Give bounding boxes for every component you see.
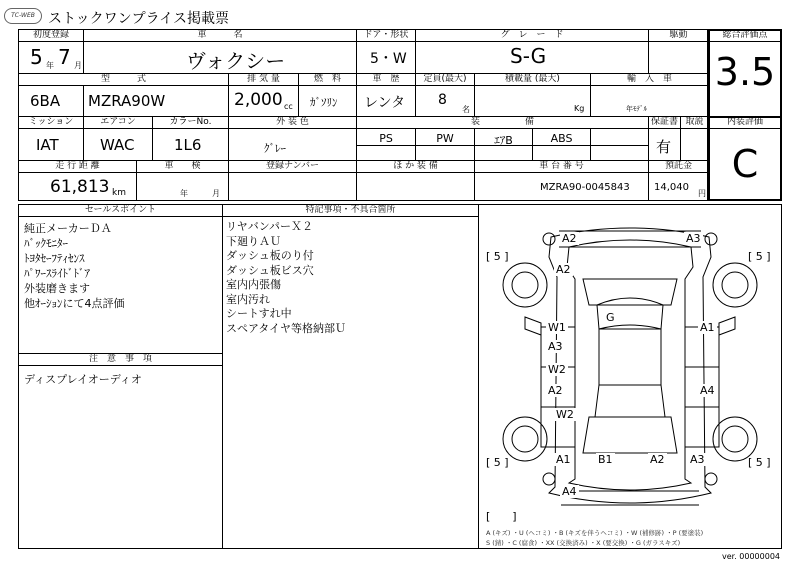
equipment-header: 装 備 xyxy=(470,117,534,127)
damage-code: A4 xyxy=(562,485,577,498)
notes-list xyxy=(24,372,142,387)
tire-label-rear-right: [ 5 ] xyxy=(748,456,771,469)
grade-header: グ レ ー ド xyxy=(500,30,564,40)
list-item: ディスプレイオーディオ xyxy=(24,373,142,386)
aircon-value: WAC xyxy=(100,136,135,154)
damage-code: W1 xyxy=(548,321,566,334)
damage-code: B1 xyxy=(598,453,613,466)
displacement-header: 排 気 量 xyxy=(247,74,280,84)
door-type-header: ドア・形状 xyxy=(363,30,409,40)
equip-ps: PS xyxy=(379,132,393,145)
load-header: 積載量 (最大) xyxy=(505,74,560,84)
equip-pw: PW xyxy=(436,132,454,145)
mileage-value: 61,813 xyxy=(50,177,110,197)
capacity-header: 定員(最大) xyxy=(423,74,467,84)
inspection-header: 車 検 xyxy=(164,161,201,171)
exterior-color-header: 外 装 色 xyxy=(276,117,309,127)
list-item: リヤバンパーＸ２ xyxy=(226,220,314,233)
damage-code: A2 xyxy=(556,263,571,276)
capacity-unit: 名 xyxy=(462,105,470,114)
tire-label-front-left: [ 5 ] xyxy=(486,250,509,263)
damage-code: A1 xyxy=(700,321,715,334)
list-item: ダッシュ板のり付 xyxy=(226,249,314,262)
history-value: レンタ xyxy=(364,95,406,111)
door-type-value: 5・W xyxy=(370,51,407,67)
damage-code: A1 xyxy=(556,453,571,466)
list-item: シートすれ中 xyxy=(226,307,292,320)
exterior-color-value: ｸﾞﾚｰ xyxy=(264,142,286,155)
damage-code: A2 xyxy=(562,232,577,245)
special-list xyxy=(226,220,346,336)
list-item: 室内汚れ xyxy=(226,292,270,306)
reserve-value: 14,040 xyxy=(654,182,689,193)
manual-header: 取説 xyxy=(685,117,704,127)
list-item: 室内内張傷 xyxy=(226,278,281,291)
damage-code: A3 xyxy=(548,340,563,353)
first-reg-month-unit: 月 xyxy=(74,61,82,70)
list-item: 純正メーカーＤＡ xyxy=(24,222,112,235)
notes-heading: 注 意 事 項 xyxy=(88,354,152,364)
color-no-header: カラーNo. xyxy=(169,117,212,127)
damage-legend-line2: S (錆) ・C (腐食) ・XX (交換済み) ・X (要交換) ・G (ガラスキズ) xyxy=(486,539,681,547)
first-reg-month: 7 xyxy=(58,45,71,69)
first-reg-year: 5 xyxy=(30,45,43,69)
mileage-header: 走 行 距 離 xyxy=(55,161,100,171)
equip-airbag: ｴｱB xyxy=(494,134,513,147)
reg-number-header: 登録ナンバー xyxy=(266,161,319,171)
list-item: ダッシュ板ビス穴 xyxy=(226,263,314,277)
overall-score: 3.5 xyxy=(714,50,776,94)
damage-code: A2 xyxy=(548,384,563,397)
warranty-header: 保証書 xyxy=(650,117,678,127)
logo: TC-WEB xyxy=(4,8,42,24)
equip-abs: ABS xyxy=(550,132,573,145)
reserve-unit: 円 xyxy=(698,189,706,198)
grade-value: S-G xyxy=(510,44,547,68)
damage-code: W2 xyxy=(548,363,566,376)
fuel-header: 燃 料 xyxy=(313,74,341,84)
list-item: 外装磨きます xyxy=(24,282,90,295)
vehicle-diagram xyxy=(479,217,781,522)
version-label: ver. 00000004 xyxy=(721,552,780,561)
capacity-value: 8 xyxy=(438,92,447,108)
model-prefix: 6BA xyxy=(30,92,61,110)
history-header: 車 歴 xyxy=(372,74,400,84)
tire-label-rear-left: [ 5 ] xyxy=(486,456,509,469)
mileage-unit: km xyxy=(112,188,126,198)
first-reg-year-unit: 年 xyxy=(46,61,54,70)
warranty-value: 有 xyxy=(656,138,672,156)
damage-legend-line1: A (キズ) ・U (ヘコミ) ・B (キズを伴うヘコミ) ・W (補修跡) ・P (要塗装) xyxy=(486,529,704,537)
interior-score: C xyxy=(731,142,759,186)
page-title: ストックワンプライス掲載票 xyxy=(48,11,230,27)
list-item: 他ｵｰｼｮﾝにて4点評価 xyxy=(24,297,125,310)
aircon-header: エアコン xyxy=(100,117,136,127)
interior-header: 内装評価 xyxy=(726,117,763,127)
top-table xyxy=(18,29,708,201)
chassis-value: MZRA90-0045843 xyxy=(540,182,630,193)
drive-header: 駆動 xyxy=(669,30,688,40)
damage-code: A2 xyxy=(650,453,665,466)
fuel-value: ｶﾞｿﾘﾝ xyxy=(310,96,338,109)
mission-header: ミッション xyxy=(28,117,74,127)
damage-code: A4 xyxy=(700,384,715,397)
color-no-value: 1L6 xyxy=(174,136,202,154)
chassis-header: 車 台 番 号 xyxy=(539,161,584,171)
displacement-value: 2,000 xyxy=(234,90,283,110)
other-equipment-header: ほ か 装 備 xyxy=(393,161,438,171)
sales-points-list xyxy=(24,221,125,311)
import-year-model: 年ﾓﾃﾞﾙ xyxy=(626,105,647,113)
car-name-value: ヴォクシー xyxy=(186,49,286,73)
list-item: ﾊﾞｯｸﾓﾆﾀｰ xyxy=(24,237,68,250)
damage-code: A3 xyxy=(690,453,705,466)
inspection-month-unit: 月 xyxy=(212,189,220,198)
inspection-year-unit: 年 xyxy=(180,189,188,198)
first-reg-header: 初度登録 xyxy=(32,30,69,40)
list-item: 下廻りＡＵ xyxy=(226,234,281,248)
reserve-header: 預託金 xyxy=(664,161,692,171)
list-item: スペアタイヤ等格納部Ｕ xyxy=(226,321,347,335)
car-name-header: 車 名 xyxy=(197,30,243,40)
list-item: ﾄﾖﾀｾｰﾌﾃｨｾﾝｽ xyxy=(24,252,85,265)
damage-code: W2 xyxy=(556,408,574,421)
import-header: 輸 入 車 xyxy=(626,74,672,84)
load-unit: Kg xyxy=(574,104,585,113)
mission-value: IAT xyxy=(36,136,59,154)
damage-code: A3 xyxy=(686,232,701,245)
special-heading: 特記事項・不具合箇所 xyxy=(305,205,396,215)
model-header: 型 式 xyxy=(100,74,146,84)
tire-label-front-right: [ 5 ] xyxy=(748,250,771,263)
overall-header: 総合評価点 xyxy=(722,30,768,40)
model-value: MZRA90W xyxy=(88,92,166,110)
displacement-unit: cc xyxy=(284,102,293,111)
spare-bracket: [ ] xyxy=(486,510,517,523)
damage-code: G xyxy=(606,311,615,324)
list-item: ﾊﾟﾜｰｽﾗｲﾄﾞﾄﾞｱ xyxy=(24,267,90,280)
sales-points-heading: セールスポイント xyxy=(84,205,157,215)
